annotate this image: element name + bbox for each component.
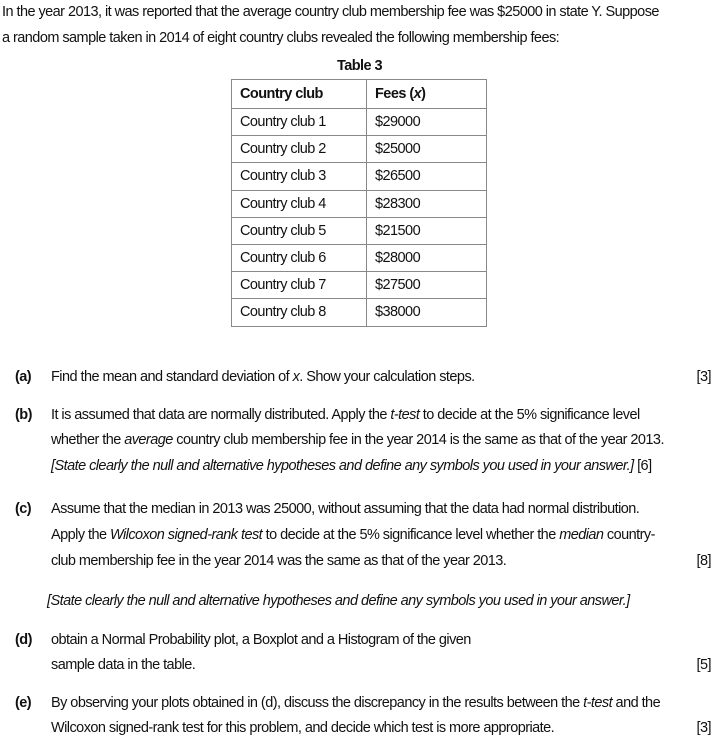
- table-row: [232, 244, 487, 271]
- table-row: [232, 136, 487, 163]
- question-text: club membership fee in the year 2014 was the same as that of the year 2013.: [51, 553, 507, 569]
- question-text: sample data in the table.: [51, 657, 196, 673]
- table-row: [232, 163, 487, 190]
- fee-cell: $38000: [367, 299, 487, 326]
- fee-cell: $21500: [367, 217, 487, 244]
- intro-line-1: In the year 2013, it was reported that the average country club membership fee was $25000 in state Y. Suppose: [2, 4, 659, 20]
- marks: [3]: [696, 369, 711, 385]
- fee-cell: $26500: [367, 163, 487, 190]
- question-note: [State clearly the null and alternative hypotheses and define any symbols you used in your answer.]: [47, 593, 630, 609]
- table-row: [232, 299, 487, 326]
- marks: [8]: [696, 553, 711, 569]
- question-label: (d): [15, 632, 32, 648]
- club-cell: Country club 8: [232, 299, 367, 326]
- question-text: Apply the Wilcoxon signed-rank test to decide at the 5% significance level whether the median country-: [51, 527, 655, 543]
- marks: [6]: [637, 458, 652, 474]
- question-text: Assume that the median in 2013 was 25000, without assuming that the data had normal distribution.: [51, 501, 640, 517]
- intro-line-2: a random sample taken in 2014 of eight country clubs revealed the following membership fees:: [2, 30, 560, 46]
- header-country-club: Country club: [232, 80, 367, 109]
- table-header-row: [232, 80, 487, 109]
- question-label: (c): [15, 501, 32, 517]
- club-cell: Country club 2: [232, 136, 367, 163]
- table-title: Table 3: [337, 58, 383, 74]
- fees-table: [231, 79, 487, 327]
- question-text: Find the mean and standard deviation of x. Show your calculation steps.: [51, 369, 475, 385]
- club-cell: Country club 7: [232, 272, 367, 299]
- question-label: (a): [15, 369, 32, 385]
- fee-cell: $28300: [367, 190, 487, 217]
- club-cell: Country club 6: [232, 244, 367, 271]
- question-text: Wilcoxon signed-rank test for this problem, and decide which test is more appropriate.: [51, 720, 555, 736]
- fee-cell: $29000: [367, 109, 487, 136]
- question-text: whether the average country club membership fee in the year 2014 is the same as that of the year 2013.: [51, 432, 664, 448]
- club-cell: Country club 3: [232, 163, 367, 190]
- fee-cell: $27500: [367, 272, 487, 299]
- table-row: [232, 272, 487, 299]
- table-row: [232, 190, 487, 217]
- fee-cell: $25000: [367, 136, 487, 163]
- question-text: [State clearly the null and alternative hypotheses and define any symbols you used in your answer.] [6]: [51, 458, 652, 474]
- table-row: [232, 109, 487, 136]
- question-text: obtain a Normal Probability plot, a Boxplot and a Histogram of the given: [51, 632, 471, 648]
- fee-cell: $28000: [367, 244, 487, 271]
- question-text: By observing your plots obtained in (d), discuss the discrepancy in the results between the t-test and the: [51, 695, 661, 711]
- club-cell: Country club 1: [232, 109, 367, 136]
- table-row: [232, 217, 487, 244]
- question-text: It is assumed that data are normally distributed. Apply the t-test to decide at the 5% significance level: [51, 407, 640, 423]
- marks: [3]: [696, 720, 711, 736]
- marks: [5]: [696, 657, 711, 673]
- club-cell: Country club 4: [232, 190, 367, 217]
- header-fees: Fees (x): [367, 80, 487, 109]
- question-label: (e): [15, 695, 32, 711]
- question-label: (b): [15, 407, 32, 423]
- club-cell: Country club 5: [232, 217, 367, 244]
